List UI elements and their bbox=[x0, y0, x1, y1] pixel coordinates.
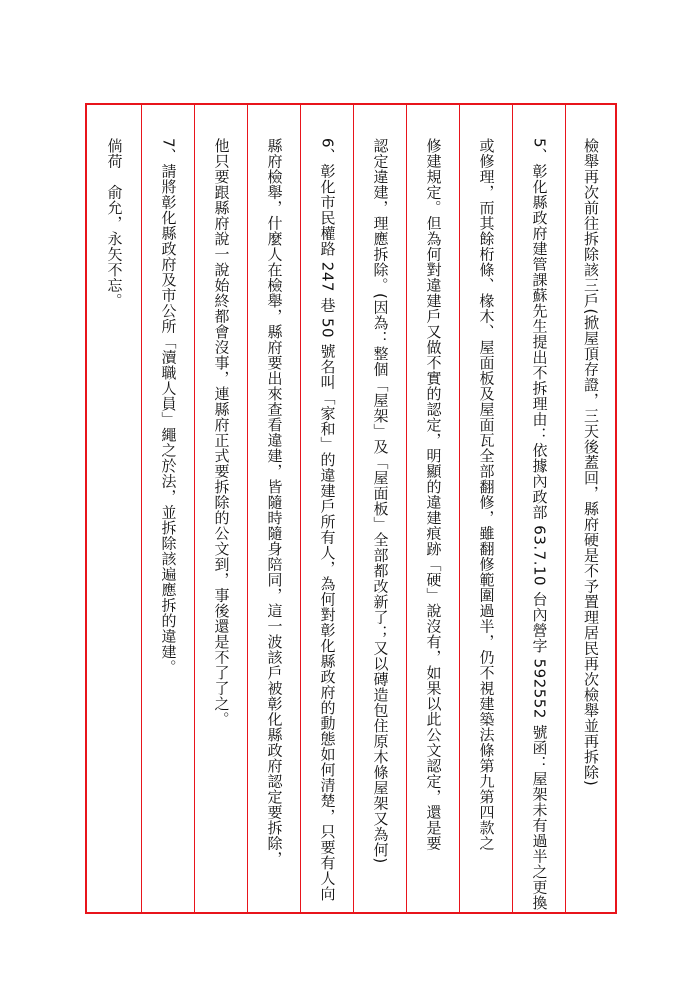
column-5 bbox=[301, 105, 354, 912]
column-7 bbox=[407, 105, 460, 912]
column-8-text: 或修理，而其餘桁條、椽木、屋面板及屋面瓦全部翻修，雖翻修範圍過半，仍不視建築法條第九第四款之 bbox=[477, 138, 496, 851]
column-7-text: 修建規定。但為何對違建戶又做不實的認定，明顯的違建痕跡「硬」說沒有，如果以此公文認定，還是要 bbox=[424, 138, 443, 851]
column-5-text: 6、彰化市民權路 247 巷 50 號名叫「家和」的違建戶所有人，為何對彰化縣政府的動態如何清楚，只要有人向 bbox=[318, 138, 337, 902]
column-2-text: 7、請將彰化縣政府及市公所「瀆職人員」繩之於法，並拆除該遍應拆的違建。 bbox=[159, 138, 178, 676]
column-9-text: 5、彰化縣政府建管課蘇先生提出不拆理由：依據內政部 63.7.10 台內營字 592552 號函：屋架未有過半之更換 bbox=[530, 138, 549, 911]
column-1 bbox=[87, 105, 142, 912]
column-3 bbox=[195, 105, 248, 912]
column-4 bbox=[248, 105, 301, 912]
column-1-text: 倘荷 俞允，永矢不忘。 bbox=[105, 138, 124, 309]
column-6 bbox=[354, 105, 407, 912]
column-2 bbox=[142, 105, 195, 912]
column-10-text: 檢舉再次前往拆除該三戶(掀屋頂存證，三天後蓋回，縣府硬是不予置理居民再次檢舉並再拆除) bbox=[582, 138, 600, 787]
column-8 bbox=[460, 105, 513, 912]
document-table bbox=[85, 103, 617, 914]
column-3-text: 他只要跟縣府說一說始終都會沒事，連縣府正式要拆除的公文到，事後還是不了了之。 bbox=[212, 138, 231, 727]
column-6-text: 認定違建，理應拆除。(因為：整個「屋架」及「屋面板」全部都改新了；又以磚造包住原木條屋架又為何) bbox=[371, 138, 390, 864]
column-10 bbox=[566, 105, 615, 912]
column-4-text: 縣府檢舉，什麼人在檢舉，縣府要出來查看違建，皆隨時隨身陪同，這一波該戶被彰化縣政府認定要拆除， bbox=[265, 138, 284, 867]
column-9 bbox=[513, 105, 566, 912]
